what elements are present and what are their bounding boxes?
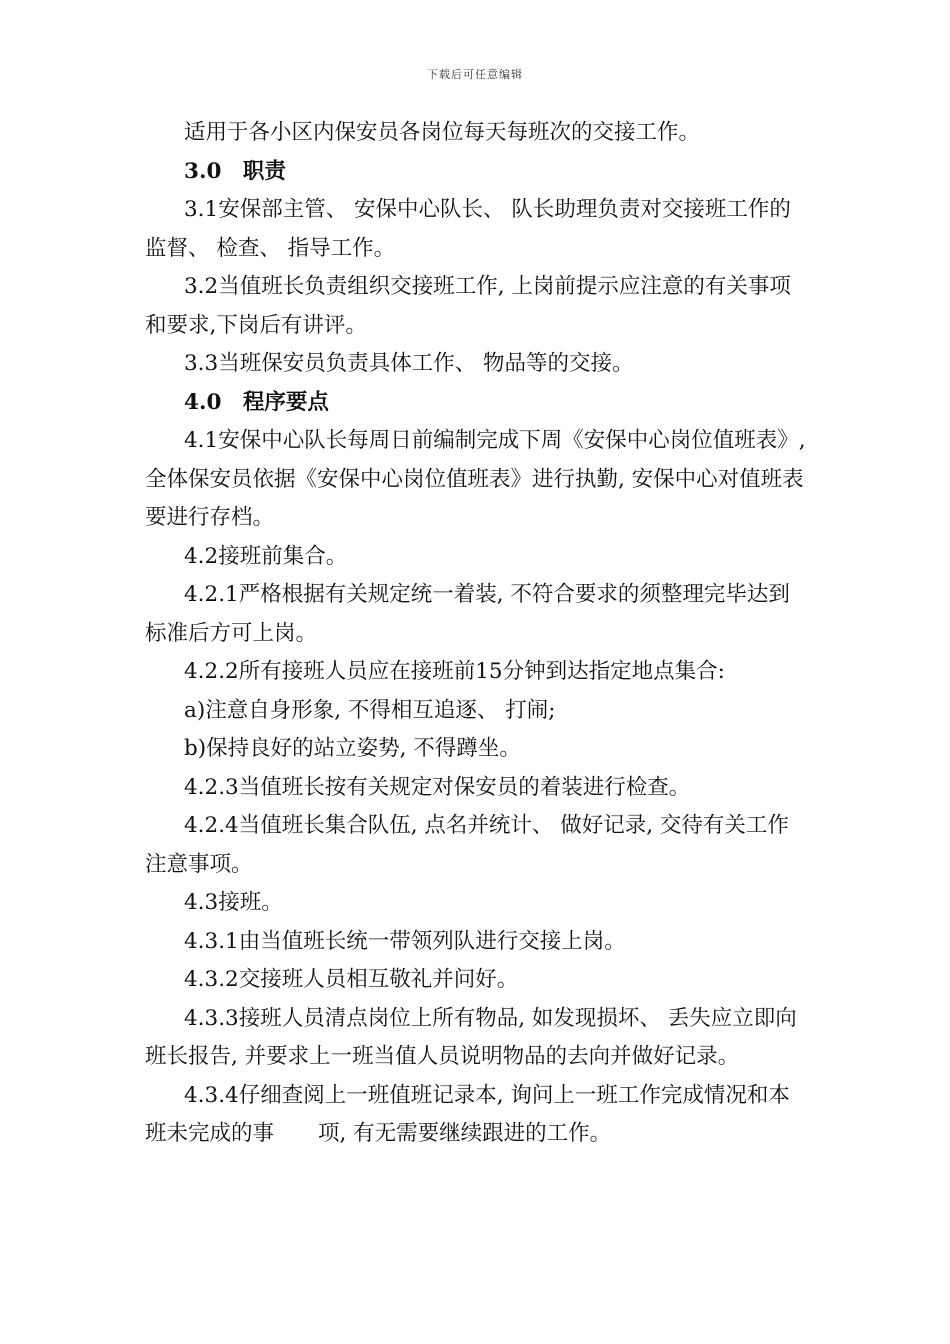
paragraph-3-1: 3.1安保部主管、 安保中心队长、 队长助理负责对交接班工作的监督、 检查、 指导工作。 bbox=[145, 197, 791, 261]
paragraph-4-3: 4.3接班。 bbox=[184, 890, 283, 915]
paragraph-4-1: 4.1安保中心队长每周日前编制完成下周《安保中心岗位值班表》, 全体保安员依据《安保中心岗位值班表》进行执勤, 安保中心对值班表要进行存档。 bbox=[145, 428, 806, 530]
list-item-b: b)保持良好的站立姿势, 不得蹲坐。 bbox=[184, 736, 521, 761]
section-heading-responsibilities: 3.0 职责 bbox=[184, 158, 286, 184]
section-heading-procedure: 4.0 程序要点 bbox=[184, 389, 329, 415]
list-item-a: a)注意自身形象, 不得相互追逐、 打闹; bbox=[184, 697, 556, 723]
paragraph-4-3-1: 4.3.1由当值班长统一带领列队进行交接上岗。 bbox=[184, 928, 626, 954]
paragraph-4-3-4-part1: 4.3.4仔细查阅上一班值班记录本, 询问上一班工作完成情况和本班未完成的事 bbox=[145, 1082, 790, 1146]
paragraph-4-3-2: 4.3.2交接班人员相互敬礼并问好。 bbox=[184, 967, 519, 992]
paragraph-3-3: 3.3当班保安员负责具体工作、 物品等的交接。 bbox=[184, 351, 634, 376]
paragraph-scope: 适用于各小区内保安员各岗位每天每班次的交接工作。 bbox=[184, 120, 701, 145]
paragraph-4-2-4: 4.2.4当值班长集合队伍, 点名并统计、 做好记录, 交待有关工作注意事项。 bbox=[145, 813, 789, 877]
paragraph-4-2: 4.2接班前集合。 bbox=[184, 543, 348, 569]
paragraph-4-3-4-part2: 项, 有无需要继续跟进的工作。 bbox=[318, 1121, 612, 1146]
paragraph-4-2-2: 4.2.2所有接班人员应在接班前15分钟到达指定地点集合: bbox=[184, 659, 725, 684]
paragraph-4-3-3: 4.3.3接班人员清点岗位上所有物品, 如发现损坏、 丢失应立即向班长报告, 并要求上一班当值人员说明物品的去向并做好记录。 bbox=[145, 1005, 797, 1069]
document-body bbox=[145, 114, 810, 1154]
paragraph-3-2: 3.2当值班长负责组织交接班工作, 上岗前提示应注意的有关事项和要求,下岗后有讲评。 bbox=[145, 274, 791, 338]
paragraph-4-3-4 bbox=[145, 1077, 810, 1154]
paragraph-4-2-1: 4.2.1严格根据有关规定统一着装, 不符合要求的须整理完毕达到标准后方可上岗。 bbox=[145, 582, 790, 646]
paragraph-4-2-3: 4.2.3当值班长按有关规定对保安员的着装进行检查。 bbox=[184, 774, 691, 800]
page-header-note: 下载后可任意编辑 bbox=[427, 68, 523, 81]
